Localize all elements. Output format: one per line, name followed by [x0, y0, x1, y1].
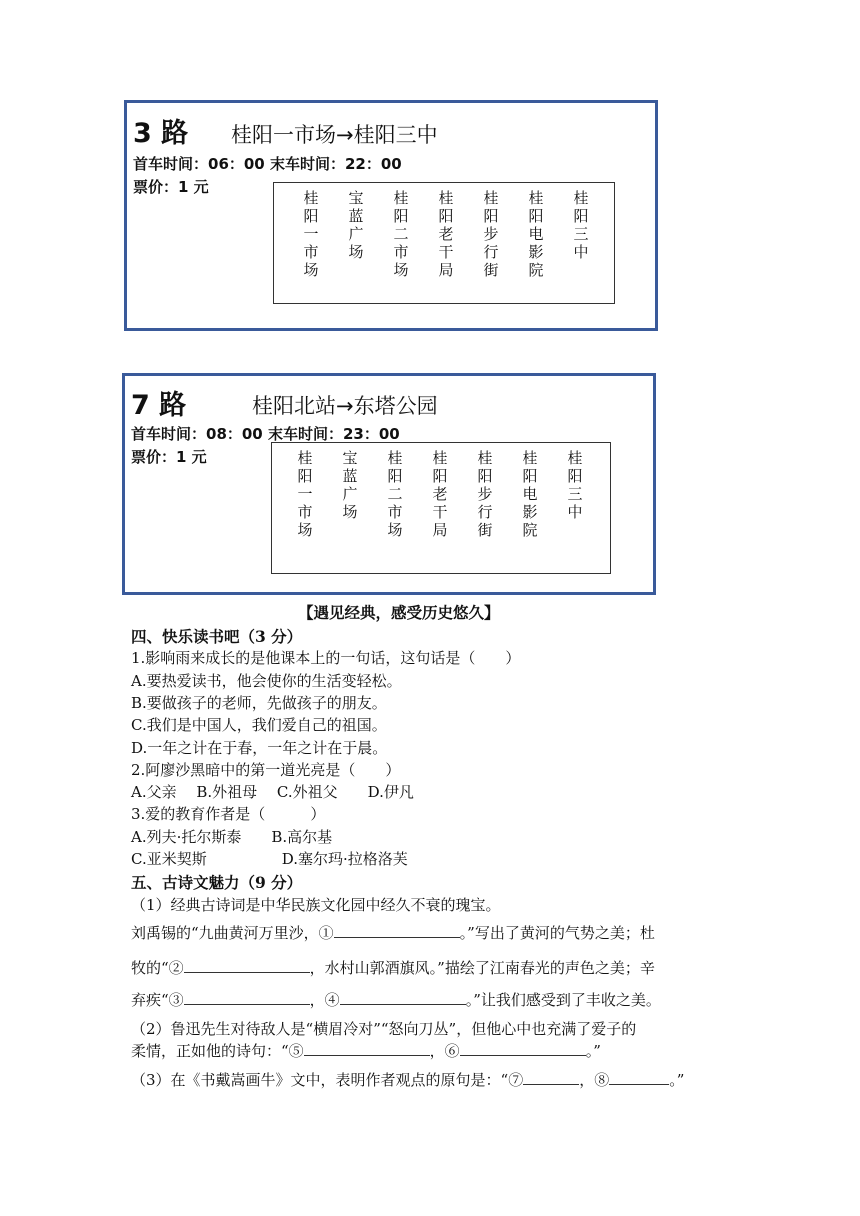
question-line: 2.阿廖沙黑暗中的第一道光亮是（ ）	[131, 761, 401, 779]
paragraph-line: （3）在《书戴嵩画牛》文中，表明作者观点的原句是：“⑦ ，⑧ 。”	[131, 1071, 685, 1089]
option-line: C.我们是中国人，我们爱自己的祖国。	[131, 716, 387, 734]
stop: 桂阳步行街	[483, 189, 499, 279]
stop: 桂阳三中	[567, 449, 583, 521]
section-5-title: 五、古诗文魅力（9 分）	[131, 873, 303, 892]
option-line: A.要热爱读书，他会使你的生活变轻松。	[131, 672, 402, 690]
option-line: A.列夫·托尔斯泰 B.高尔基	[131, 828, 333, 846]
route-7-price: 票价：1 元	[131, 448, 207, 466]
route-3-card	[124, 100, 658, 331]
stop: 桂阳电影院	[528, 189, 544, 279]
route-3-price: 票价：1 元	[133, 178, 209, 196]
banner-title: 【遇见经典，感受历史悠久】	[298, 603, 500, 622]
answer-blank-1[interactable]	[334, 922, 460, 938]
route-7-stops	[271, 442, 611, 574]
option-line: C.亚米契斯 D.塞尔玛·拉格洛芙	[131, 850, 408, 868]
route-7-times: 首车时间：08：00 末车时间：23：00	[131, 425, 400, 443]
stop: 桂阳二市场	[387, 449, 403, 539]
stop: 桂阳一市场	[297, 449, 313, 539]
answer-blank-8[interactable]	[609, 1069, 669, 1085]
route-3-number: 3 路	[133, 118, 189, 149]
paragraph-line: 柔情，正如他的诗句：“⑤ ，⑥ 。”	[131, 1042, 601, 1060]
answer-blank-3[interactable]	[184, 989, 310, 1005]
route-3-times: 首车时间：06：00 末车时间：22：00	[133, 155, 402, 173]
option-line: A.父亲 B.外祖母 C.外祖父 D.伊凡	[131, 783, 414, 801]
answer-blank-4[interactable]	[340, 989, 466, 1005]
paragraph-line: 弃疾“③ ，④ 。”让我们感受到了丰收之美。	[131, 991, 661, 1009]
paragraph-line: （2）鲁迅先生对待敌人是“横眉冷对”“怒向刀丛”，但他心中也充满了爱子的	[131, 1020, 637, 1038]
option-line: D.一年之计在于春，一年之计在于晨。	[131, 739, 388, 757]
stop: 桂阳电影院	[522, 449, 538, 539]
question-line: 1.影响雨来成长的是他课本上的一句话，这句话是（ ）	[131, 649, 521, 667]
route-3-stops	[273, 182, 615, 304]
stop: 桂阳步行街	[477, 449, 493, 539]
route-7-card	[122, 373, 656, 595]
paragraph-line: （1）经典古诗词是中华民族文化园中经久不衰的瑰宝。	[131, 896, 501, 914]
paragraph-line: 刘禹锡的“九曲黄河万里沙，① 。”写出了黄河的气势之美；杜	[131, 924, 655, 942]
route-7-number: 7 路	[131, 390, 187, 421]
stop: 桂阳二市场	[393, 189, 409, 279]
answer-blank-2[interactable]	[184, 957, 310, 973]
stop: 桂阳一市场	[303, 189, 319, 279]
route-3-path: 桂阳一市场→桂阳三中	[231, 123, 438, 147]
answer-blank-7[interactable]	[523, 1069, 579, 1085]
section-4-title: 四、快乐读书吧（3 分）	[131, 627, 303, 646]
stop: 桂阳老干局	[438, 189, 454, 279]
stop: 宝蓝广场	[342, 449, 358, 521]
paragraph-line: 牧的“② ，水村山郭酒旗风。”描绘了江南春光的声色之美；辛	[131, 959, 655, 977]
stop: 桂阳三中	[573, 189, 589, 261]
stop: 宝蓝广场	[348, 189, 364, 261]
question-line: 3.爱的教育作者是（ ）	[131, 805, 326, 823]
answer-blank-6[interactable]	[460, 1040, 586, 1056]
route-7-path: 桂阳北站→东塔公园	[252, 394, 438, 418]
option-line: B.要做孩子的老师，先做孩子的朋友。	[131, 694, 387, 712]
stop: 桂阳老干局	[432, 449, 448, 539]
answer-blank-5[interactable]	[304, 1040, 430, 1056]
